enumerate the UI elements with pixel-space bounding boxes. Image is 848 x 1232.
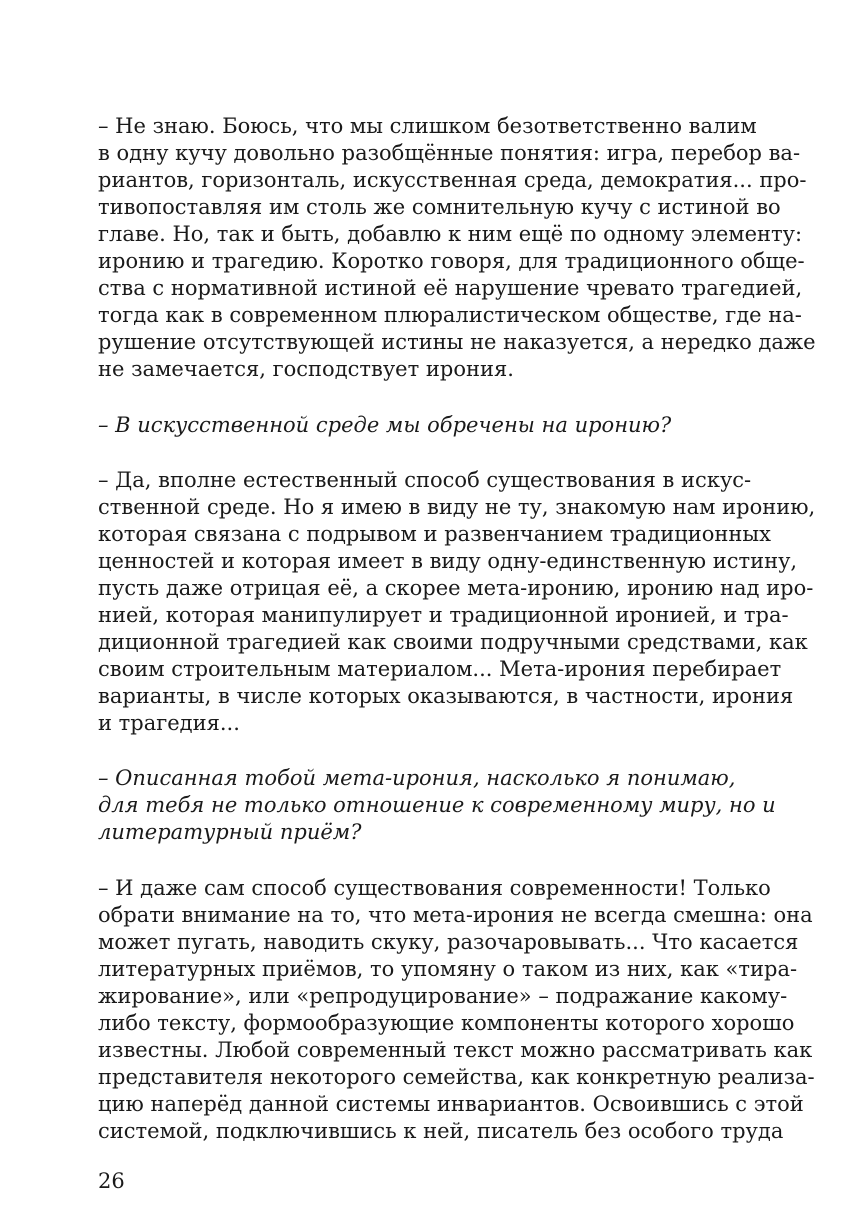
text-line: обрати внимание на то, что мета-ирония не всегда смешна: она bbox=[98, 903, 813, 927]
text-line: рушение отсутствующей истины не наказуется, а нередко даже bbox=[98, 330, 816, 354]
text-line: – Да, вполне естественный способ существования в искус- bbox=[98, 468, 752, 492]
text-line: тивопоставляя им столь же сомнительную кучу с истиной во bbox=[98, 195, 781, 219]
text-line: системой, подключившись к ней, писатель без особого труда bbox=[98, 1119, 784, 1143]
text-line: своим строительным материалом... Мета-ирония перебирает bbox=[98, 657, 782, 681]
question-line: литературный приём? bbox=[98, 820, 362, 844]
text-line: тогда как в современном плюралистическом обществе, где на- bbox=[98, 303, 802, 327]
text-line: главе. Но, так и быть, добавлю к ним ещё по одному элементу: bbox=[98, 222, 803, 246]
text-line: ценностей и которая имеет в виду одну-единственную истину, bbox=[98, 549, 798, 573]
text-line: ства с нормативной истиной её нарушение чревато трагедией, bbox=[98, 276, 803, 300]
text-line: иронию и трагедию. Коротко говоря, для традиционного обще- bbox=[98, 249, 805, 273]
text-line: диционной трагедией как своими подручными средствами, как bbox=[98, 630, 808, 654]
text-line: – Не знаю. Боюсь, что мы слишком безответственно валим bbox=[98, 114, 757, 138]
text-line: может пугать, наводить скуку, разочаровывать... Что касается bbox=[98, 930, 799, 954]
text-line: варианты, в числе которых оказываются, в частности, ирония bbox=[98, 684, 794, 708]
text-line: известны. Любой современный текст можно рассматривать как bbox=[98, 1038, 813, 1062]
page-number: 26 bbox=[98, 1169, 125, 1193]
question-line: для тебя не только отношение к современному миру, но и bbox=[98, 793, 776, 817]
text-line: которая связана с подрывом и развенчанием традиционных bbox=[98, 522, 771, 546]
text-line: пусть даже отрицая её, а скорее мета-иронию, иронию над иро- bbox=[98, 576, 814, 600]
text-line: – И даже сам способ существования современности! Только bbox=[98, 876, 771, 900]
text-line: не замечается, господствует ирония. bbox=[98, 357, 514, 381]
text-line: нией, которая манипулирует и традиционной иронией, и тра- bbox=[98, 603, 789, 627]
text-line: в одну кучу довольно разобщённые понятия: игра, перебор ва- bbox=[98, 141, 801, 165]
text-line: либо тексту, формообразующие компоненты которого хорошо bbox=[98, 1011, 795, 1035]
text-line: представителя некоторого семейства, как конкретную реализа- bbox=[98, 1065, 815, 1089]
text-line: литературных приёмов, то упомяну о таком из них, как «тира- bbox=[98, 957, 798, 981]
question-line: – Описанная тобой мета-ирония, насколько я понимаю, bbox=[98, 766, 736, 790]
question-line: – В искусственной среде мы обречены на иронию? bbox=[98, 413, 672, 437]
text-line: и трагедия... bbox=[98, 711, 240, 735]
text-line: цию наперёд данной системы инвариантов. Освоившись с этой bbox=[98, 1092, 804, 1116]
text-line: ственной среде. Но я имею в виду не ту, знакомую нам иронию, bbox=[98, 495, 816, 519]
text-line: риантов, горизонталь, искусственная среда, демократия... про- bbox=[98, 168, 807, 192]
text-line: жирование», или «репродуцирование» – подражание какому- bbox=[98, 984, 788, 1008]
